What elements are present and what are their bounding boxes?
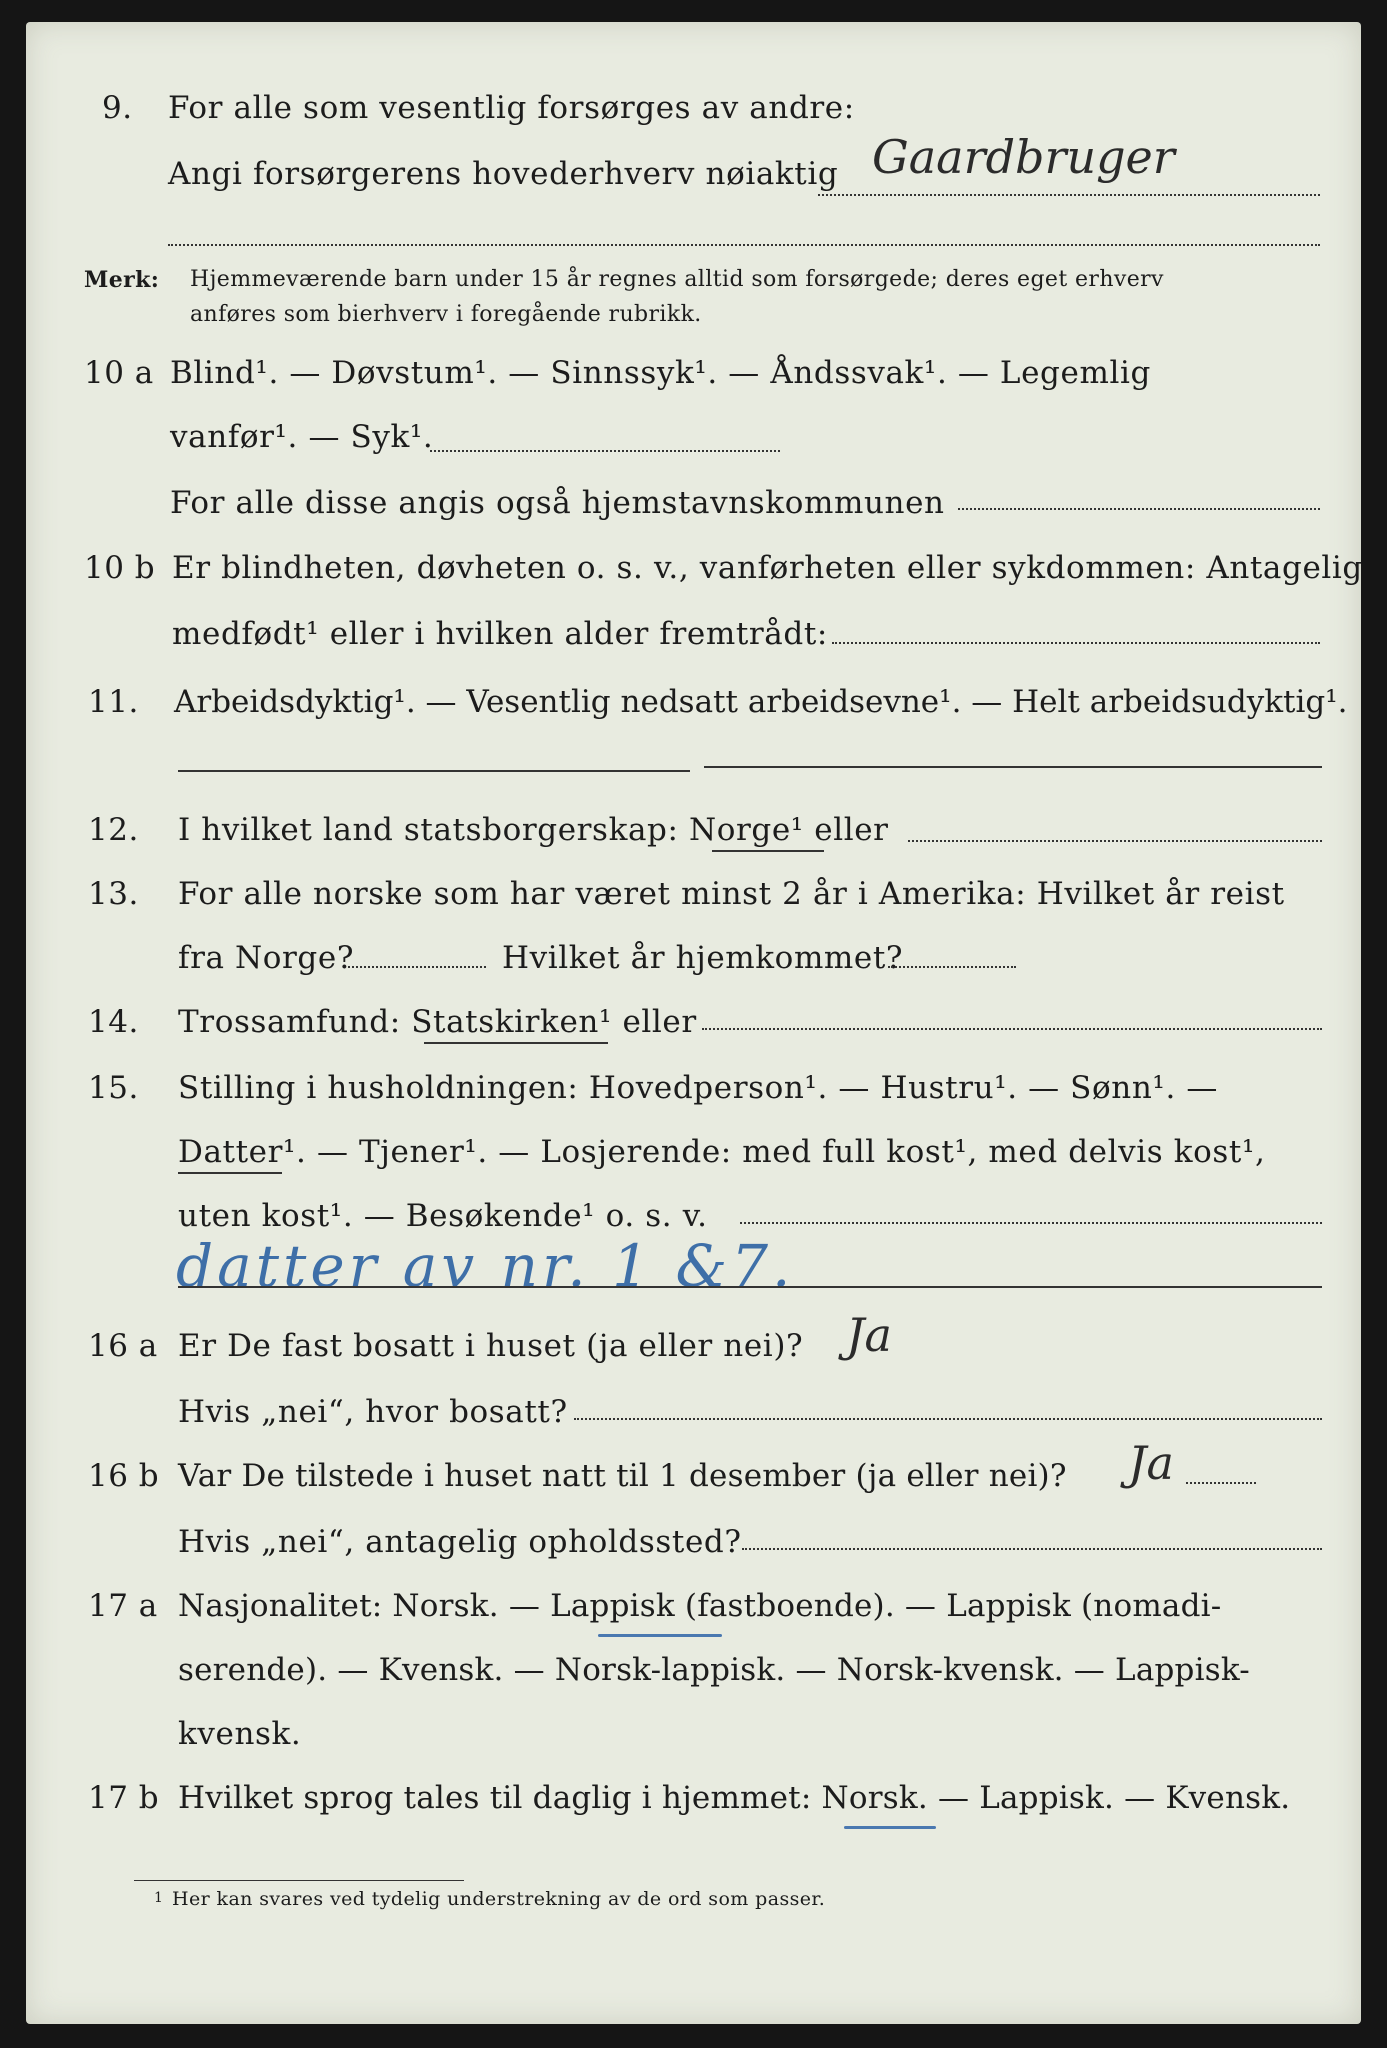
footnote-mark: 1 <box>154 1890 164 1906</box>
answer-line <box>832 642 1320 644</box>
underline-datter <box>178 1172 282 1174</box>
question-text: serende). — Kvensk. — Norsk-lappisk. — Norsk-kvensk. — Lappisk- <box>178 1652 1250 1688</box>
question-text: Hvilket sprog tales til daglig i hjemmet: Norsk. — Lappisk. — Kvensk. <box>178 1780 1291 1816</box>
question-text: Stilling i husholdningen: Hovedperson¹. — Hustru¹. — Sønn¹. — <box>178 1070 1218 1106</box>
answer-line <box>1186 1482 1256 1484</box>
question-text: kvensk. <box>178 1716 302 1752</box>
handwritten-answer: Ja <box>846 1308 892 1362</box>
question-number: 13. <box>88 876 139 912</box>
question-number: 12. <box>88 812 139 848</box>
answer-line <box>178 770 690 772</box>
question-number: 10 b <box>84 550 156 586</box>
note-text: Hjemmeværende barn under 15 år regnes alltid som forsørgede; deres eget erhverv <box>190 267 1164 292</box>
question-text: For alle norske som har været minst 2 år i Amerika: Hvilket år reist <box>178 876 1285 912</box>
question-text: Hvilket år hjemkommet? <box>502 940 904 976</box>
answer-line <box>742 1548 1322 1550</box>
answer-line <box>818 194 1320 196</box>
question-text: Blind¹. — Døvstum¹. — Sinnssyk¹. — Åndssvak¹. — Legemlig <box>170 355 1151 391</box>
question-text: For alle disse angis også hjemstavnskommunen <box>170 485 945 521</box>
question-number: 10 a <box>84 355 154 391</box>
question-text: Hvis „nei“, hvor bosatt? <box>178 1394 568 1430</box>
answer-line <box>888 966 1016 968</box>
answer-line <box>740 1222 1322 1224</box>
question-number: 16 b <box>88 1458 160 1494</box>
question-number: 9. <box>102 90 133 126</box>
question-text: Er De fast bosatt i huset (ja eller nei)? <box>178 1328 804 1364</box>
underline-norge <box>712 850 824 852</box>
answer-line <box>348 966 486 968</box>
question-text: Hvis „nei“, antagelig opholdssted? <box>178 1524 742 1560</box>
footnote-rule <box>134 1880 464 1881</box>
answer-line <box>704 766 1322 768</box>
question-text: I hvilket land statsborgerskap: Norge¹ eller <box>178 812 889 848</box>
note-text: anføres som bierhverv i foregående rubrikk. <box>190 302 702 327</box>
question-text: Trossamfund: Statskirken¹ eller <box>178 1004 697 1040</box>
question-number: 17 b <box>88 1780 160 1816</box>
question-text: fra Norge? <box>178 940 355 976</box>
underline-statskirken <box>424 1042 608 1044</box>
handwritten-answer: Ja <box>1128 1436 1174 1490</box>
underline-norsk <box>844 1826 936 1829</box>
answer-line <box>702 1028 1322 1030</box>
question-text: Var De tilstede i huset natt til 1 desember (ja eller nei)? <box>178 1458 1067 1494</box>
question-number: 17 a <box>88 1588 158 1624</box>
question-number: 14. <box>88 1004 139 1040</box>
question-number: 16 a <box>88 1328 158 1364</box>
question-text: Arbeidsdyktig¹. — Vesentlig nedsatt arbeidsevne¹. — Helt arbeidsudyktig¹. <box>174 684 1348 720</box>
question-text: vanfør¹. — Syk¹. <box>170 419 434 455</box>
answer-line <box>574 1418 1322 1420</box>
underline-lappisk <box>598 1634 722 1637</box>
question-number: 15. <box>88 1070 139 1106</box>
note-label: Merk: <box>84 267 160 293</box>
question-text: Angi forsørgerens hovederhverv nøiaktig <box>168 156 839 192</box>
answer-line <box>908 840 1322 842</box>
question-text: For alle som vesentlig forsørges av andre: <box>168 90 855 126</box>
answer-line <box>430 450 780 452</box>
answer-line <box>178 1286 1322 1288</box>
question-text: uten kost¹. — Besøkende¹ o. s. v. <box>178 1198 708 1234</box>
handwritten-answer: datter av nr. 1 &7. <box>176 1232 795 1300</box>
answer-line <box>168 244 1320 246</box>
question-text: medfødt¹ eller i hvilken alder fremtrådt: <box>172 616 828 652</box>
question-text: Nasjonalitet: Norsk. — Lappisk (fastboende). — Lappisk (nomadi- <box>178 1588 1222 1624</box>
census-form-page <box>26 22 1361 2024</box>
answer-line <box>958 508 1320 510</box>
question-text: Datter¹. — Tjener¹. — Losjerende: med full kost¹, med delvis kost¹, <box>178 1134 1266 1170</box>
question-number: 11. <box>88 684 139 720</box>
handwritten-answer: Gaardbruger <box>872 130 1175 184</box>
footnote-text: Her kan svares ved tydelig understrekning av de ord som passer. <box>172 1888 826 1910</box>
question-text: Er blindheten, døvheten o. s. v., vanførheten eller sykdommen: Antagelig <box>172 550 1363 586</box>
